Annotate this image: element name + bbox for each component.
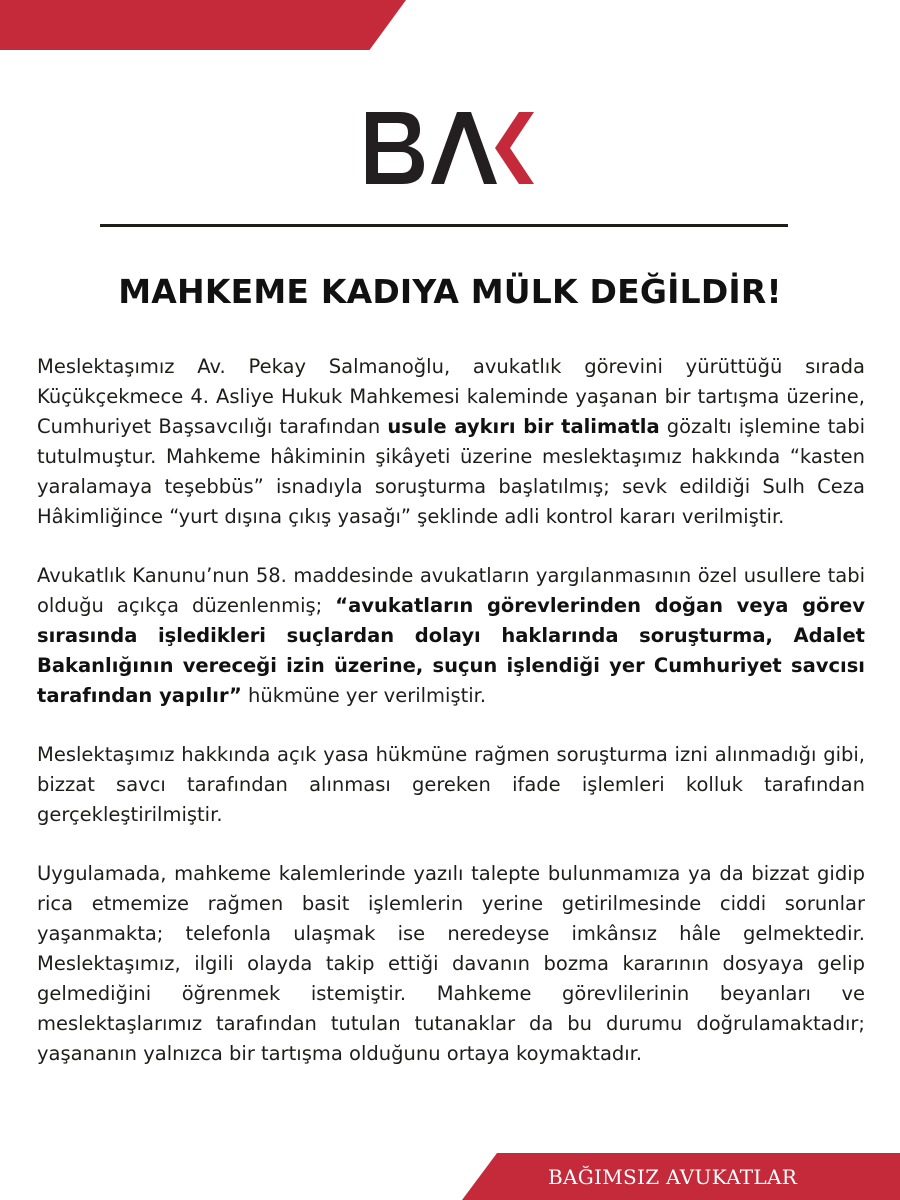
paragraph-1-text-b: gözaltı işlemine tabi tutulmuştur. Mahkeme hâkiminin şikâyeti üzerine meslektaşımız hakkında “kasten yaralamaya teşebbüs” isnadıyla soruşturma başlatılmış; sevk edildiği Sulh Ceza Hâkimliğince “yurt dışına çıkış yasağı” şeklinde adli kontrol kararı verilmiştir. xyxy=(37,415,865,528)
footer-organization-name: BAĞIMSIZ AVUKATLAR xyxy=(548,1165,798,1189)
top-red-banner xyxy=(0,0,406,50)
paragraph-4-text: Uygulamada, mahkeme kalemlerinde yazılı talepte bulunmamıza ya da bizzat gidip rica etmemize rağmen basit işlemlerin yerine getirilmesinde ciddi sorunlar yaşanmakta; telefonla ulaşmak ise neredeyse imkânsız hâle gelmektedir. Meslektaşımız, ilgili olayda takip ettiği davanın bozma kararının dosyaya gelip gelmediğini öğrenmek istemiştir. Mahkeme görevlilerinin beyanları ve meslektaşlarımız tarafından tutulan tutanaklar da bu durumu doğrulamaktadır; yaşananın yalnızca bir tartışma olduğunu ortaya koymaktadır. xyxy=(37,862,865,1065)
paragraph-2-bold-quote: “avukatların görevlerinden doğan veya görev sırasında işledikleri suçlardan dolayı haklarında soruşturma, Adalet Bakanlığının vereceği izin üzerine, suçun işlendiği yer Cumhuriyet savcısı tarafından yapılır” xyxy=(37,594,865,707)
paragraph-2 xyxy=(37,561,865,711)
page-title: MAHKEME KADIYA MÜLK DEĞİLDİR! xyxy=(118,272,782,311)
title-divider xyxy=(100,224,788,227)
paragraph-3-text: Meslektaşımız hakkında açık yasa hükmüne rağmen soruşturma izni alınmadığı gibi, bizzat savcı tarafından alınması gereken ifade işlemleri kolluk tarafından gerçekleştirilmiştir. xyxy=(37,743,865,826)
logo-letter-a xyxy=(431,112,497,184)
statement-body xyxy=(37,352,865,1098)
logo-letter-k-chevron xyxy=(495,112,534,184)
paragraph-4 xyxy=(37,859,865,1069)
paragraph-3 xyxy=(37,740,865,830)
logo-letter-b xyxy=(366,112,424,184)
paragraph-2-text-b: hükmüne yer verilmiştir. xyxy=(241,684,487,707)
bak-logo xyxy=(364,110,536,186)
paragraph-2-text-a: Avukatlık Kanunu’nun 58. maddesinde avukatların yargılanmasının özel usullere tabi olduğu açıkça düzenlenmiş; xyxy=(37,564,865,617)
paragraph-1-text-a: Meslektaşımız Av. Pekay Salmanoğlu, avukatlık görevini yürüttüğü sırada Küçükçekmece 4. Asliye Hukuk Mahkemesi kaleminde yaşanan bir tartışma üzerine, Cumhuriyet Başsavcılığı tarafından xyxy=(37,355,865,438)
paragraph-1 xyxy=(37,352,865,532)
paragraph-1-bold: usule aykırı bir talimatla xyxy=(387,415,660,438)
